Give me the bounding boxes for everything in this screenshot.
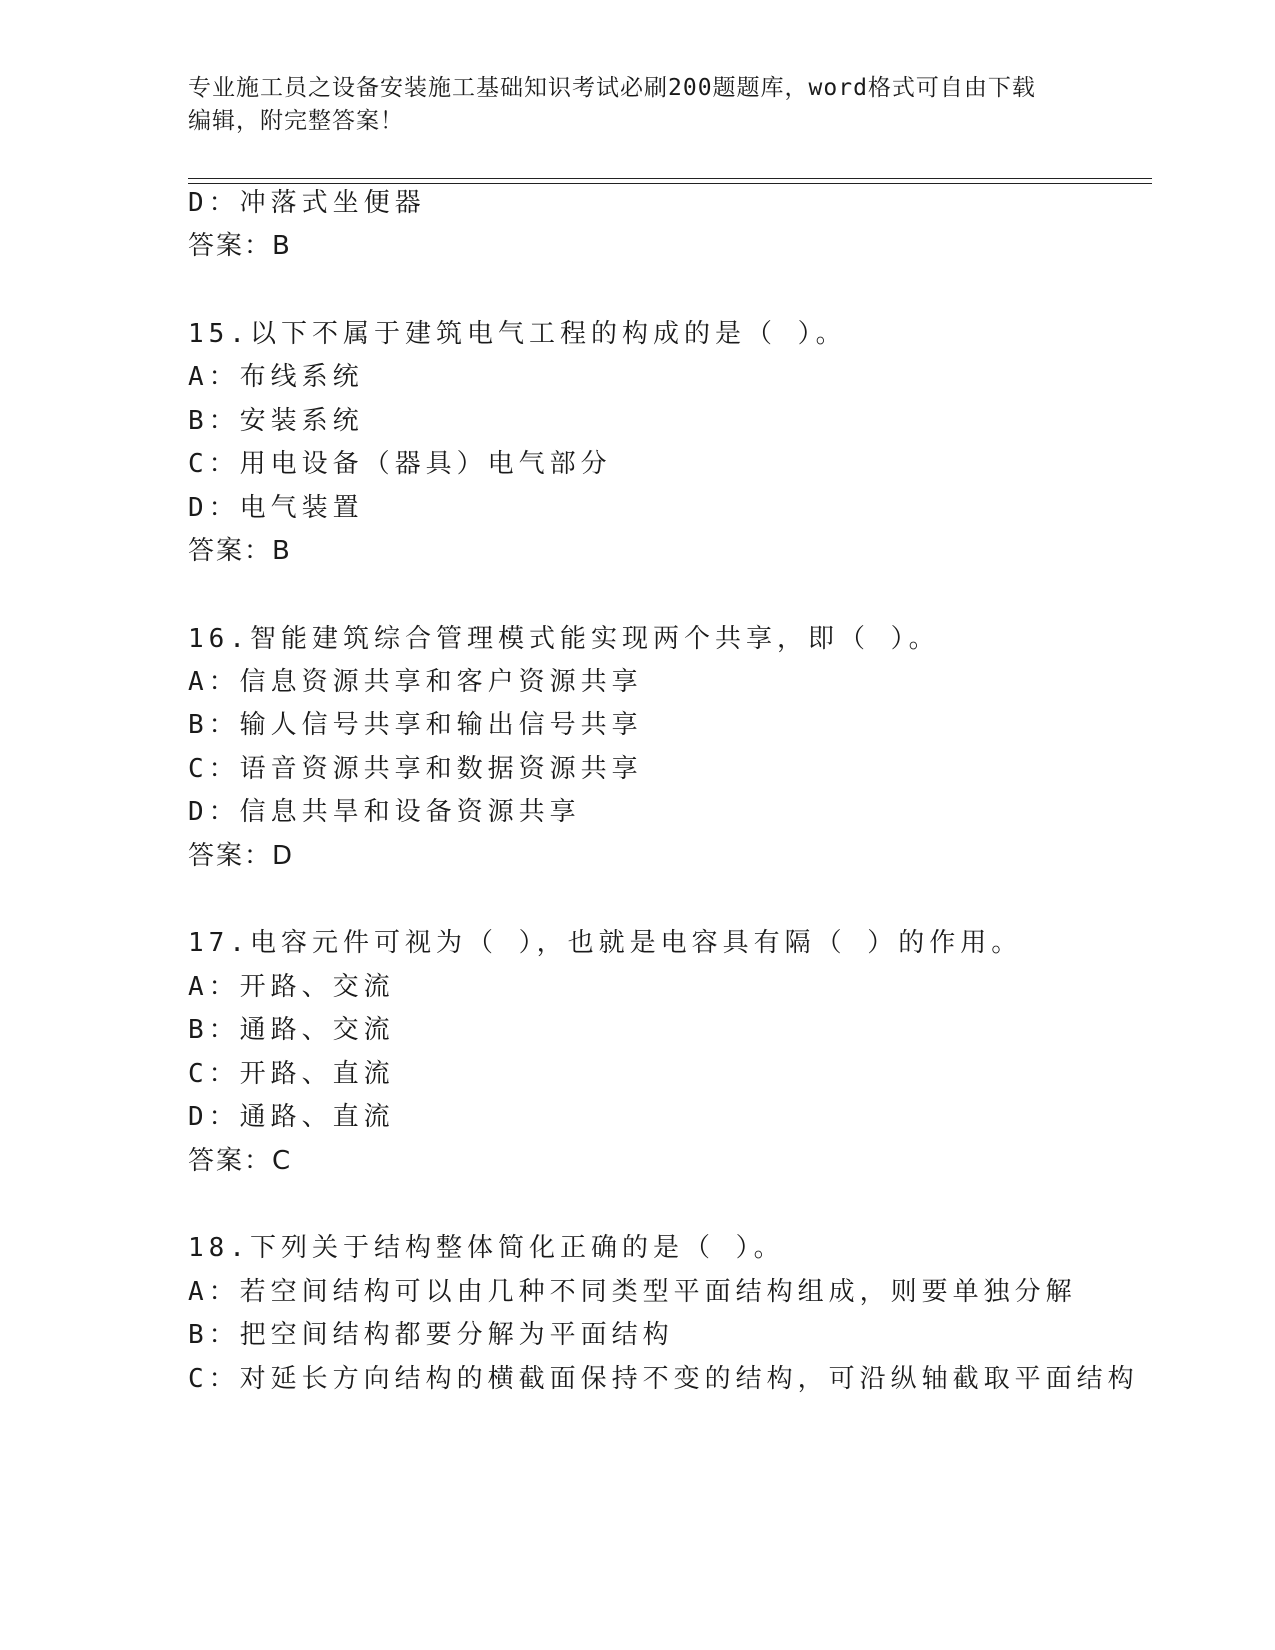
answer-label: 答案： bbox=[188, 231, 273, 261]
option-c: C：对延长方向结构的横截面保持不变的结构，可沿纵轴截取平面结构 bbox=[188, 1364, 1139, 1394]
option-d: D：通路、直流 bbox=[188, 1102, 395, 1132]
header-divider-bottom bbox=[188, 183, 1152, 184]
option-c: C：开路、直流 bbox=[188, 1059, 395, 1089]
option-a: A：开路、交流 bbox=[188, 972, 395, 1002]
answer-value: B bbox=[272, 231, 292, 261]
option-c: C：语音资源共享和数据资源共享 bbox=[188, 754, 643, 784]
option-c: C：用电设备（器具）电气部分 bbox=[188, 449, 612, 479]
question-stem: 17.电容元件可视为（ ），也就是电容具有隔（ ）的作用。 bbox=[188, 928, 1023, 958]
answer-label: 答案： bbox=[188, 536, 273, 566]
option-d: D：电气装置 bbox=[188, 493, 364, 523]
option-b: B：把空间结构都要分解为平面结构 bbox=[188, 1320, 674, 1350]
option-d: D：冲落式坐便器 bbox=[188, 188, 426, 218]
answer-value: B bbox=[272, 536, 292, 566]
question-stem: 15.以下不属于建筑电气工程的构成的是（ ）。 bbox=[188, 319, 847, 349]
question-stem: 16.智能建筑综合管理模式能实现两个共享，即（ ）。 bbox=[188, 624, 940, 654]
header-divider-top bbox=[188, 178, 1152, 179]
answer-line bbox=[188, 536, 292, 566]
option-b: B：输人信号共享和输出信号共享 bbox=[188, 710, 643, 740]
header-title-line-1: 专业施工员之设备安装施工基础知识考试必刷200题题库，word格式可自由下载 bbox=[188, 75, 1036, 101]
answer-label: 答案： bbox=[188, 841, 273, 871]
answer-line bbox=[188, 231, 292, 261]
answer-label: 答案： bbox=[188, 1146, 273, 1176]
option-a: A：布线系统 bbox=[188, 362, 364, 392]
option-d: D：信息共旱和设备资源共享 bbox=[188, 797, 581, 827]
option-a: A：若空间结构可以由几种不同类型平面结构组成，则要单独分解 bbox=[188, 1277, 1077, 1307]
option-a: A：信息资源共享和客户资源共享 bbox=[188, 667, 643, 697]
answer-line bbox=[188, 841, 294, 871]
answer-value: C bbox=[272, 1146, 293, 1176]
option-b: B：通路、交流 bbox=[188, 1015, 395, 1045]
answer-line bbox=[188, 1146, 292, 1176]
option-b: B：安装系统 bbox=[188, 406, 364, 436]
document-header bbox=[188, 72, 1088, 138]
answer-value: D bbox=[272, 841, 295, 871]
header-title-line-2: 编辑，附完整答案！ bbox=[188, 108, 404, 134]
question-stem: 18.下列关于结构整体简化正确的是（ ）。 bbox=[188, 1233, 785, 1263]
